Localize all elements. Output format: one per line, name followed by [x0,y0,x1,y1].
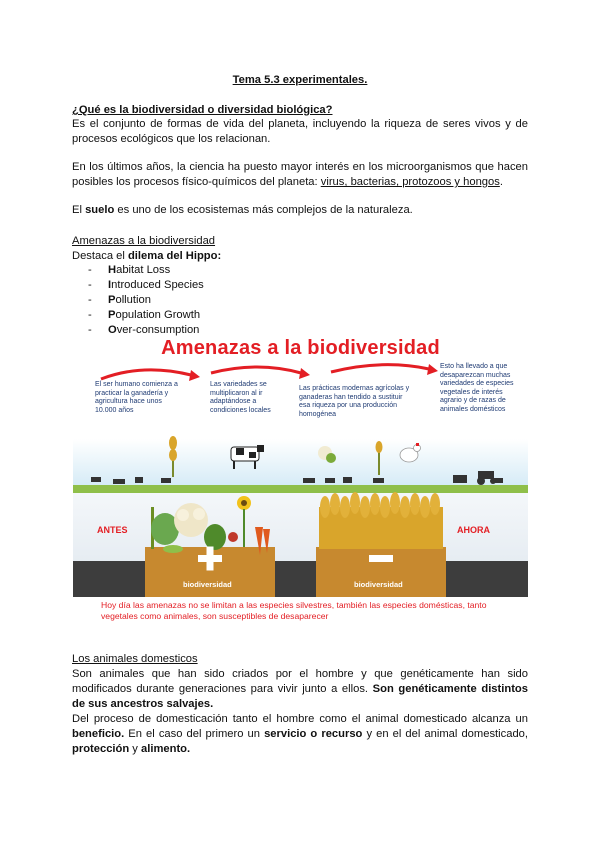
infographic-footer: Hoy día las amenazas no se limitan a las especies silvestres, también las especies domésticas, tanto vegetales como animales, son susceptibles de desaparecer [101,600,487,621]
label-before: ANTES [97,525,128,535]
page-title: Tema 5.3 experimentales. [232,74,368,86]
hippo-initial: P [108,309,116,321]
hippo-intro [72,249,528,264]
hippo-list [88,263,204,338]
biodiversity-plus-label: biodiversidad [183,580,232,589]
list-item [88,323,204,338]
caption-line: 10.000 años [95,406,134,414]
biodiversity-minus-label: biodiversidad [354,580,403,589]
domestic-animals-heading: Los animales domesticos [72,653,198,665]
hippo-rest: ver-consumption [116,324,200,336]
domestic-animals-paragraph [72,667,528,712]
domestication-protection: protección [72,743,130,755]
caption-3 [299,385,409,419]
infographic-title: Amenazas a la biodiversidad [161,337,440,359]
arrow-head-icon [427,364,438,375]
period: . [499,176,503,188]
domestication-paragraph [72,712,528,757]
caption-2 [210,381,271,415]
arrow-head-icon [299,368,310,379]
list-item [88,293,204,308]
caption-line: condiciones locales [210,406,271,414]
caption-line: practicar la ganadería y [95,389,169,397]
label-after: AHORA [457,525,490,535]
sky-band [73,439,528,493]
caption-line: adaptándose a [210,398,257,405]
microorganisms-paragraph [72,160,528,190]
hippo-initial: H [108,264,117,276]
microorganisms-text: En los últimos años, la ciencia ha puesto mayor interés en los microorganismos que hacen posibles los procesos físico-químicos del planeta: [72,161,528,188]
hippo-keyword: dilema del Hippo: [127,250,222,262]
hippo-rest: ollution [115,294,151,306]
caption-line: agrario y de razas de [440,397,506,404]
caption-line: agricultura hace unos [95,398,162,405]
list-item [88,263,204,278]
soil-after [316,547,446,597]
domestication-service: servicio o recurso [264,728,363,740]
domestic-keyword: Son genéticamente distintos de sus ancestros salvajes. [72,683,528,710]
definition-paragraph: Es el conjunto de formas de vida del planeta, incluyendo la riqueza de seres vivos y de procesos ecológicos que los relacionan. [72,118,528,145]
caption-line: vegetales de interés [440,388,503,396]
wheat-field-illustration [319,492,443,549]
caption-4 [440,363,514,414]
caption-line: multiplicaron al ir [210,389,263,397]
caption-line: Las variedades se [210,381,267,388]
soil-text-b: es uno de los ecosistemas más complejos de la naturaleza. [114,204,413,216]
soil-text-a: El [72,204,86,216]
arrow-head-icon [189,370,200,381]
domestication-text-b: En el caso del primero un [124,728,265,740]
soil-keyword: suelo [85,204,115,216]
arrow-icon [211,367,301,373]
arrow-icon [101,370,191,379]
hippo-rest: abitat Loss [116,264,171,276]
arrow-icon [331,365,429,372]
hippo-initial: P [108,294,116,306]
domestication-text-d: y [129,743,142,755]
hippo-rest: ntroduced Species [111,279,204,291]
caption-line: Las prácticas modernas agrícolas y [299,385,410,392]
caption-line: esa riqueza por una producción [299,402,398,409]
microorganisms-list: virus, bacterias, protozoos y hongos [320,176,500,188]
hippo-rest: opulation Growth [115,309,201,321]
hippo-initial: O [108,324,117,336]
question-text: ¿Qué es la biodiversidad o diversidad biológica? [72,104,333,116]
ground-line [73,485,528,493]
hippo-intro-text: Destaca el [72,250,128,262]
biodiversity-infographic [73,337,528,630]
domestication-food: alimento. [141,743,191,755]
caption-line: homogénea [299,410,336,418]
caption-line: variedades de especies [440,380,514,387]
caption-line: desaparezcan muchas [440,371,511,379]
caption-line: ganaderas han tendido a sustituir [299,393,403,401]
domestication-text-a: Del proceso de domesticación tanto el hombre como el animal domesticado alcanza un [72,713,528,725]
minus-icon [369,555,393,562]
caption-1 [95,381,178,415]
domestic-text: Son animales que han sido criados por el hombre y que genéticamente han sido modificados durante generaciones para vivir junto a ellos. [72,668,528,695]
threats-heading: Amenazas a la biodiversidad [72,235,216,247]
domestication-text-c: y en el del animal domesticado, [362,728,529,740]
soil-left [73,561,528,597]
list-item [88,278,204,293]
question-heading [72,103,528,118]
domestication-benefit: beneficio. [72,728,125,740]
caption-line: El ser humano comienza a [95,381,178,388]
caption-line: Esto ha llevado a que [440,363,508,370]
hippo-initial: I [108,279,112,291]
list-item [88,308,204,323]
caption-line: animales domésticos [440,405,506,413]
soil-paragraph [72,203,528,218]
